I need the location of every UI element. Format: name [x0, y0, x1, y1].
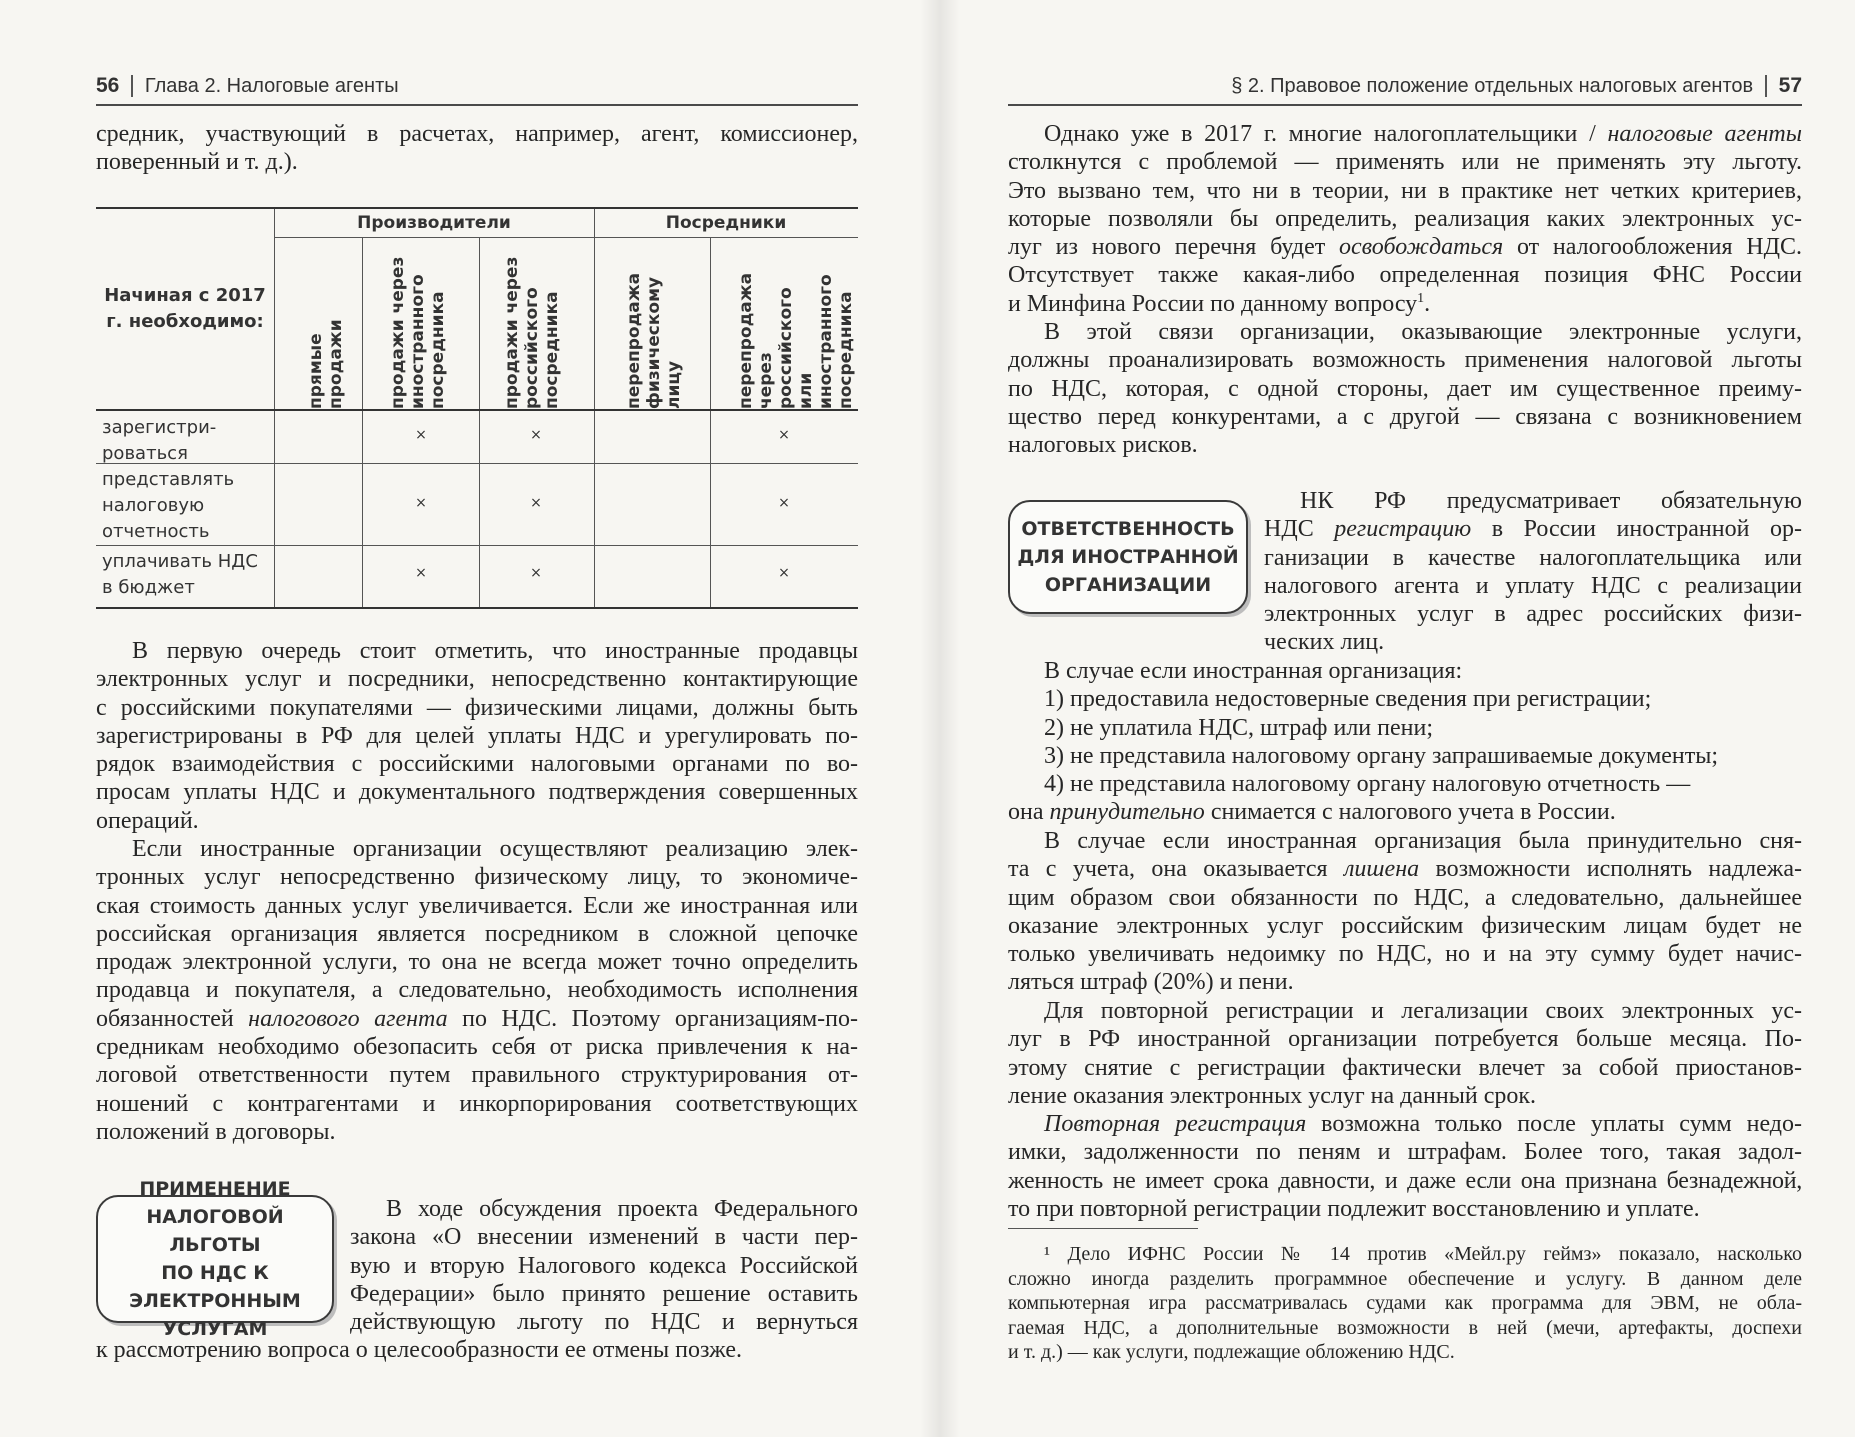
table-mark: × [415, 565, 427, 581]
column-header: продажи через российского посредника [502, 256, 562, 409]
text-line: электронных услуг и посредники, непосредственно контактирующие [96, 666, 858, 693]
text-line: должны проанализировать возможность применения налоговой льготы [1008, 347, 1802, 374]
text-line: вую и вторую Налогового кодекса Российской [350, 1252, 858, 1279]
text-line: действующую льготу по НДС и вернуться [350, 1309, 858, 1336]
text-line: и т. д.) — как услуги, подлежащие обложению НДС. [1008, 1341, 1455, 1363]
text-line: Однако уже в 2017 г. многие налогоплательщики / налоговые агенты [1044, 121, 1802, 147]
paragraph [1008, 120, 1802, 318]
column-header: перепродажа через российского или иностранного посредника [736, 272, 856, 409]
text-line: налоговых рисков. [1008, 432, 1198, 459]
paragraph [350, 1195, 858, 1336]
header-separator [1765, 75, 1767, 97]
text-line: поверенный и т. д.). [96, 149, 298, 176]
text-line: В первую очередь стоит отметить, что иностранные продавцы [132, 638, 858, 664]
text-line: столкнутся с проблемой — применять или не применять эту льготу. [1008, 149, 1802, 176]
table-mark: × [778, 565, 790, 581]
text-line: имки, задолженности по пеням и штрафам. Более того, такая задол- [1008, 1139, 1802, 1166]
table-mark: × [778, 495, 790, 511]
text-line: она принудительно снимается с налогового учета в России. [1008, 799, 1616, 826]
row-label: представлять налоговую отчетность [102, 469, 235, 542]
text-line: обязанностей налогового агента по НДС. Поэтому организациям-по- [96, 1005, 858, 1032]
text-line: средник, участвующий в расчетах, например, агент, комиссионер, [96, 121, 858, 147]
text-line: к рассмотрению вопроса о целесообразности ее отмены позже. [96, 1337, 742, 1363]
footnote-ref: 1 [1417, 290, 1425, 306]
text-line: закона «О внесении изменений в части пер- [350, 1224, 858, 1251]
text-line: положений в договоры. [96, 1118, 336, 1145]
text-line: луг из нового перечня будет освобождаться от налогообложения НДС. [1008, 234, 1802, 261]
text-line: щим образом свои обязанности по НДС, а следовательно, дальнейшее [1008, 884, 1802, 911]
paragraph-list [1008, 657, 1802, 827]
text-line: НДС регистрацию в России иностранной ор- [1264, 516, 1802, 543]
text-line: В ходе обсуждения проекта Федерального [386, 1196, 858, 1222]
text-line: луг в РФ иностранной организации потребуется больше месяца. По- [1008, 1026, 1802, 1053]
text-line: то при повторной регистрации подлежит восстановлению и уплате. [1008, 1195, 1700, 1222]
table-mark: × [530, 565, 542, 581]
table-mark: × [415, 495, 427, 511]
text-line: налогового агента и уплату НДС с реализации [1264, 572, 1802, 599]
table-corner-label: Начиная с 2017 г. необходимо: [104, 285, 266, 332]
list-item: 2) не уплатила НДС, штраф или пени; [1044, 714, 1433, 741]
page-number: 56 [96, 74, 120, 97]
text-line: ческих лиц. [1264, 629, 1385, 656]
right-page [960, 0, 1855, 1437]
text-line: Это вызвано тем, что ни в теории, ни в практике нет четких критериев, [1008, 177, 1802, 204]
list-item: 1) предоставила недостоверные сведения при регистрации; [1044, 686, 1652, 713]
text-line: Отсутствует также какая-либо определенная позиция ФНС России [1008, 262, 1802, 289]
text-line: по НДС, которая, с одной стороны, дает им существенное преиму- [1008, 375, 1802, 402]
paragraph [1008, 318, 1802, 459]
footnote-rule [1008, 1228, 1198, 1229]
paragraph [1008, 1110, 1802, 1223]
text-line: компьютерная игра рассматривалась судами как программа для ЭВМ, не обла- [1008, 1292, 1802, 1314]
text-line: тронных услуг непосредственно физическому лицу, то экономиче- [96, 864, 858, 891]
text-line: зарегистрированы в РФ для целей уплаты НДС и урегулировать по- [96, 722, 858, 749]
text-line: щество перед конкурентами, а с другой — связана с возникновением [1008, 403, 1802, 430]
obligations-table [96, 207, 858, 609]
table-mark: × [778, 427, 790, 443]
text-line: В случае если иностранная организация была принудительно сня- [1044, 828, 1802, 854]
text-line: российская организация является посредником в сложной цепочке [96, 920, 858, 947]
sidebar-callout-tax-relief: ПРИМЕНЕНИЕ НАЛОГОВОЙ ЛЬГОТЫ ПО НДС К ЭЛЕКТРОННЫМ УСЛУГАМ [96, 1195, 334, 1323]
text-line: ганизации в качестве налогоплательщика или [1264, 544, 1802, 571]
paragraph [96, 835, 858, 1146]
intro-text [96, 120, 858, 177]
text-line: оказание электронных услуг российским физическим лицам будет не [1008, 912, 1802, 939]
text-line: Для повторной регистрации и легализации своих электронных ус- [1044, 998, 1802, 1024]
text-line: продаж электронной услуги, то она не всегда может точно определить [96, 949, 858, 976]
text-line: рядок взаимодействия с российскими налоговыми органами по во- [96, 751, 858, 778]
text-line: ¹ Дело ИФНС России № 14 против «Мейл.ру геймз» показало, насколько [1044, 1243, 1802, 1265]
footnote [1008, 1242, 1802, 1365]
text-line: ление оказания электронных услуг на данный срок. [1008, 1082, 1537, 1109]
chapter-title: Глава 2. Налоговые агенты [144, 74, 399, 97]
list-item: 3) не представила налоговому органу запрашиваемые документы; [1044, 742, 1719, 769]
page-number: 57 [1778, 74, 1802, 97]
group-header-producers: Производители [357, 213, 511, 233]
list-item: 4) не представила налоговому органу налоговую отчетность — [1044, 771, 1691, 798]
header-separator [131, 75, 133, 97]
table-mark: × [530, 427, 542, 443]
sidebar-callout-liability: ОТВЕТСТВЕННОСТЬ ДЛЯ ИНОСТРАННОЙ ОРГАНИЗАЦИИ [1008, 500, 1248, 614]
text-line: Повторная регистрация возможна только после уплаты сумм недо- [1044, 1111, 1802, 1137]
text-line: НК РФ предусматривает обязательную [1300, 488, 1802, 514]
group-header-intermediaries: Посредники [665, 213, 787, 233]
text-line: просам уплаты НДС и документального подтверждения совершенных [96, 779, 858, 806]
text-line: ношений с контрагентами и инкорпорирования соответствующих [96, 1090, 858, 1117]
section-title: § 2. Правовое положение отдельных налоговых агентов [1231, 74, 1754, 97]
text-line: гаемая НДС, а дополнительные возможности в ней (мечи, артефакты, доспехи [1008, 1316, 1802, 1339]
text-line: ская стоимость данных услуг увеличивается. Если же иностранная или [96, 892, 858, 919]
row-label: зарегистри-роваться [102, 417, 217, 464]
text-line: и Минфина России по данному вопросу$^1$. [1008, 290, 1431, 317]
paragraph [1008, 997, 1802, 1110]
text-line: только увеличивать недоимку по НДС, но и на эту сумму будет начис- [1008, 941, 1802, 968]
running-header [1008, 68, 1802, 106]
paragraph [1264, 487, 1802, 657]
text-line: Если иностранные организации осуществляют реализацию элек- [132, 836, 858, 862]
text-line: Федерации» было принято решение оставить [350, 1280, 858, 1307]
row-label: уплачивать НДС в бюджет [102, 551, 258, 598]
paragraph-end [96, 1336, 858, 1364]
text-line: операций. [96, 807, 199, 834]
text-line: электронных услуг в адрес российских физи- [1264, 601, 1802, 628]
text-line: продавца и покупателя, а следовательно, необходимость исполнения [96, 977, 858, 1004]
text-line: логовой ответственности путем правильного структурирования от- [96, 1062, 858, 1089]
text-line: В этой связи организации, оказывающие электронные услуги, [1044, 319, 1802, 345]
text-line: та с учета, она оказывается лишена возможности исполнять надлежа- [1008, 856, 1802, 883]
text-line: с российскими покупателями — физическими лицами, должны быть [96, 694, 858, 721]
column-header: перепродажа физическому лицу [624, 272, 684, 409]
running-header [96, 68, 858, 106]
table-mark: × [415, 427, 427, 443]
text-line: которые позволяли бы определить, реализация каких электронных ус- [1008, 205, 1802, 232]
paragraph [1008, 827, 1802, 997]
text-line: средникам необходимо обезопасить себя от риска привлечения к на- [96, 1034, 858, 1061]
paragraph [96, 637, 858, 835]
text-line: сложно иногда разделить программное обеспечение и услугу. В данном деле [1008, 1267, 1802, 1290]
column-header: продажи через иностранного посредника [388, 256, 448, 409]
column-header: прямые продажи [306, 319, 346, 409]
text-line: ляться штраф (20%) и пени. [1008, 969, 1294, 996]
text-line: В случае если иностранная организация: [1044, 658, 1463, 684]
table-mark: × [530, 495, 542, 511]
text-line: этому снятие с регистрации фактически влечет за собой приостанов- [1008, 1054, 1802, 1081]
text-line: женность не имеет срока давности, и даже если она признана безнадежной, [1008, 1167, 1802, 1194]
